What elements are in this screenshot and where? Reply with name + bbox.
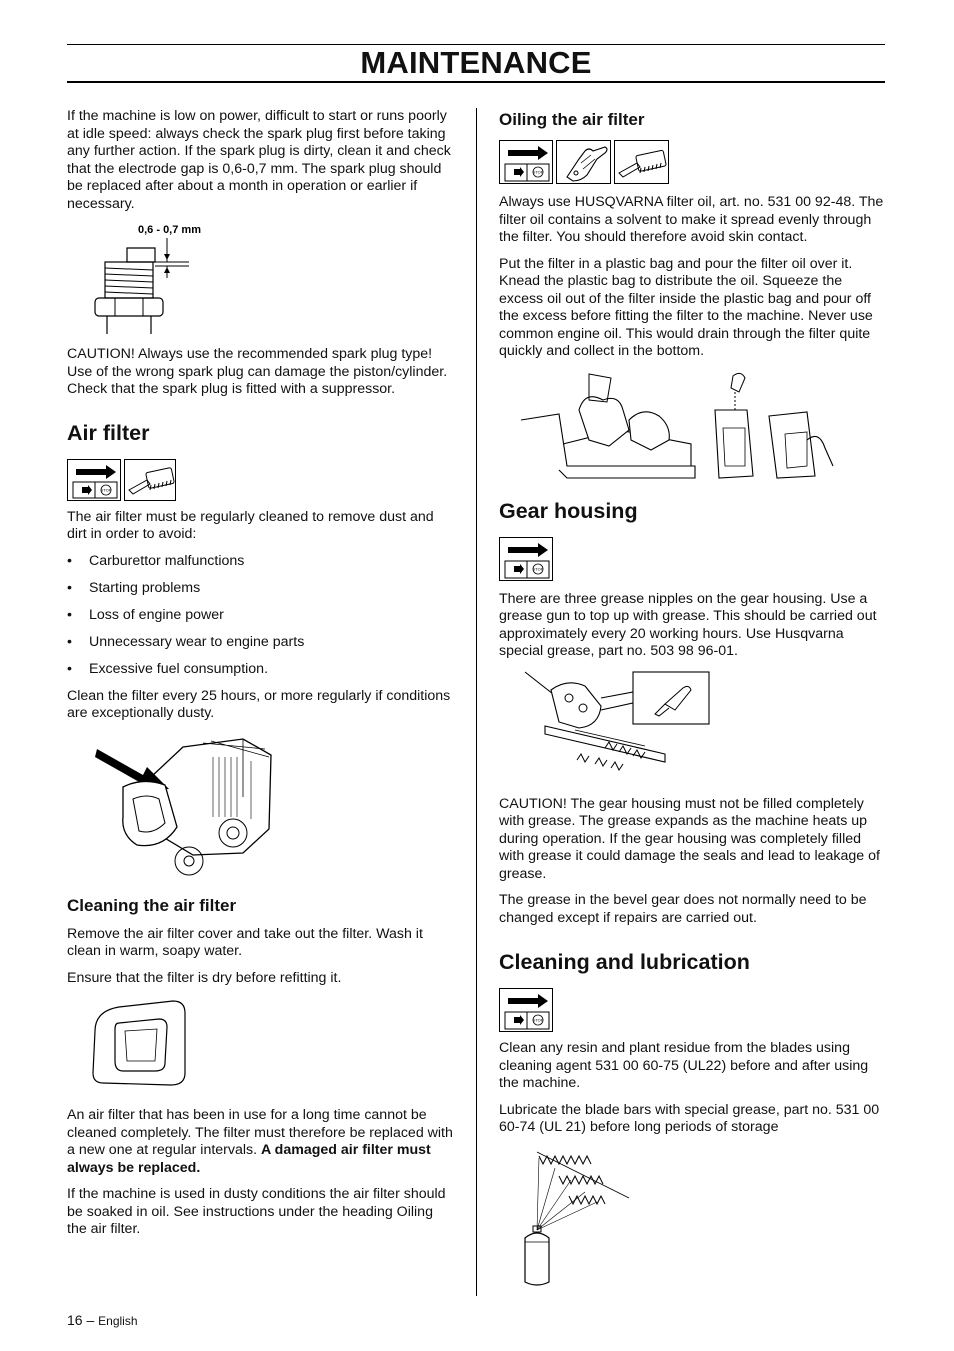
cleaning-lubrication-heading: Cleaning and lubrication <box>499 950 750 974</box>
oiling-air-filter-heading: Oiling the air filter <box>499 110 645 129</box>
brush-icon <box>614 140 669 184</box>
list-item: • Carburettor malfunctions <box>67 553 453 571</box>
list-item: • Unnecessary wear to engine parts <box>67 634 453 652</box>
list-item: • Loss of engine power <box>67 607 453 625</box>
spark-plug-caution: CAUTION! Always use the recommended spark plug type! Use of the wrong spark plug can damage the piston/cylinder. Check that the spark plug is fitted with a suppressor. <box>67 346 448 397</box>
stop-label: STOP <box>532 566 544 571</box>
oiling-p2: Put the filter in a plastic bag and pour the filter oil over it. Knead the plastic bag to distribute the oil. Squeeze the excess oil out of the filter inside the plastic bag and pour off the excess before fitting the filter to the machine. Never use common engine oil. This would drain through the filter quite quickly and collect in the bottom. <box>499 255 873 359</box>
oiling-filter-figure <box>519 370 859 486</box>
cleaning-p1: Remove the air filter cover and take out the filter. Wash it clean in warm, soapy water. <box>67 925 423 959</box>
oiling-icons <box>499 140 885 184</box>
gear-housing-figure <box>515 670 745 782</box>
stop-engine-icon <box>499 140 553 184</box>
list-item: • Starting problems <box>67 580 453 598</box>
replace-filter-warning: A damaged air filter must always be replaced. <box>67 1142 431 1176</box>
air-filter-interval: Clean the filter every 25 hours, or more regularly if conditions are exceptionally dusty. <box>67 687 451 721</box>
gear-housing-heading: Gear housing <box>499 498 638 523</box>
air-filter-reasons-list <box>67 553 453 679</box>
stop-engine-icon <box>67 459 121 501</box>
spark-plug-intro: If the machine is low on power, difficult to start or runs poorly at idle speed: always check the spark plug first before taking any further action. If the spark plug is dirty, clean it and check that the electrode gap is 0,6-0,7 mm. The spark plug should be replaced after about a month in operation or earlier if necessary. <box>67 108 451 212</box>
gear-caution: CAUTION! The gear housing must not be filled completely with grease. The grease expands as the machine heats up during operation. If the gear housing was completely filled with grease it could damage the seals and lead to leakage of grease. <box>499 795 880 882</box>
stop-label: STOP <box>532 1017 544 1023</box>
page-footer <box>67 1312 138 1328</box>
list-item: • Excessive fuel consumption. <box>67 661 453 679</box>
column-divider <box>476 108 477 1296</box>
stop-engine-icon <box>499 988 553 1032</box>
electrode-gap-label: 0,6 - 0,7 mm <box>138 224 201 236</box>
page-title: MAINTENANCE <box>360 45 592 80</box>
air-filter-figure <box>89 997 199 1089</box>
right-column <box>499 108 885 1288</box>
air-filter-icons <box>67 459 453 501</box>
cleaning-p2: Ensure that the filter is dry before refitting it. <box>67 969 342 986</box>
replace-filter-paragraph <box>67 1107 453 1177</box>
glove-icon <box>556 140 611 184</box>
dusty-conditions-paragraph: If the machine is used in dusty conditions the air filter should be soaked in oil. See instructions under the heading Oiling the air filter. <box>67 1186 446 1237</box>
cleaning-lubrication-icons <box>499 988 885 1032</box>
spark-plug-figure <box>67 218 227 336</box>
stop-label: STOP <box>100 487 112 492</box>
footer-language: English <box>98 1314 138 1328</box>
spray-can-figure <box>519 1146 649 1288</box>
replace-filter-text: An air filter that has been in use for a long time cannot be cleaned completely. The filter must therefore be replaced with a new one at regular intervals. <box>67 1107 453 1158</box>
stop-engine-icon <box>499 537 553 581</box>
stop-label: STOP <box>532 169 544 175</box>
cleaning-lub-p2: Lubricate the blade bars with special grease, part no. 531 00 60-74 (UL 21) before long periods of storage <box>499 1101 880 1135</box>
cleaning-lub-p1: Clean any resin and plant residue from the blades using cleaning agent 531 00 60-75 (UL22) before and after using the machine. <box>499 1040 869 1091</box>
gear-p1: There are three grease nipples on the gear housing. Use a grease gun to top up with grease. This should be carried out approximately every 20 working hours. Use Husqvarna special grease, part no. 503 98 96-01. <box>499 590 877 659</box>
brush-icon <box>124 459 176 501</box>
title-underline <box>67 81 885 83</box>
air-filter-heading: Air filter <box>67 420 150 445</box>
gear-p2: The grease in the bevel gear does not normally need to be changed except if repairs are carried out. <box>499 892 867 926</box>
page-number: 16 – <box>67 1312 95 1328</box>
oiling-p1: Always use HUSQVARNA filter oil, art. no. 531 00 92-48. The filter oil contains a solvent to make it spread evenly through the filter. You should therefore avoid skin contact. <box>499 194 884 245</box>
engine-air-filter-figure <box>93 737 313 887</box>
left-column <box>67 108 453 1248</box>
air-filter-intro: The air filter must be regularly cleaned to remove dust and dirt in order to avoid: <box>67 508 434 542</box>
cleaning-air-filter-heading: Cleaning the air filter <box>67 895 237 915</box>
gear-housing-icons <box>499 537 885 581</box>
